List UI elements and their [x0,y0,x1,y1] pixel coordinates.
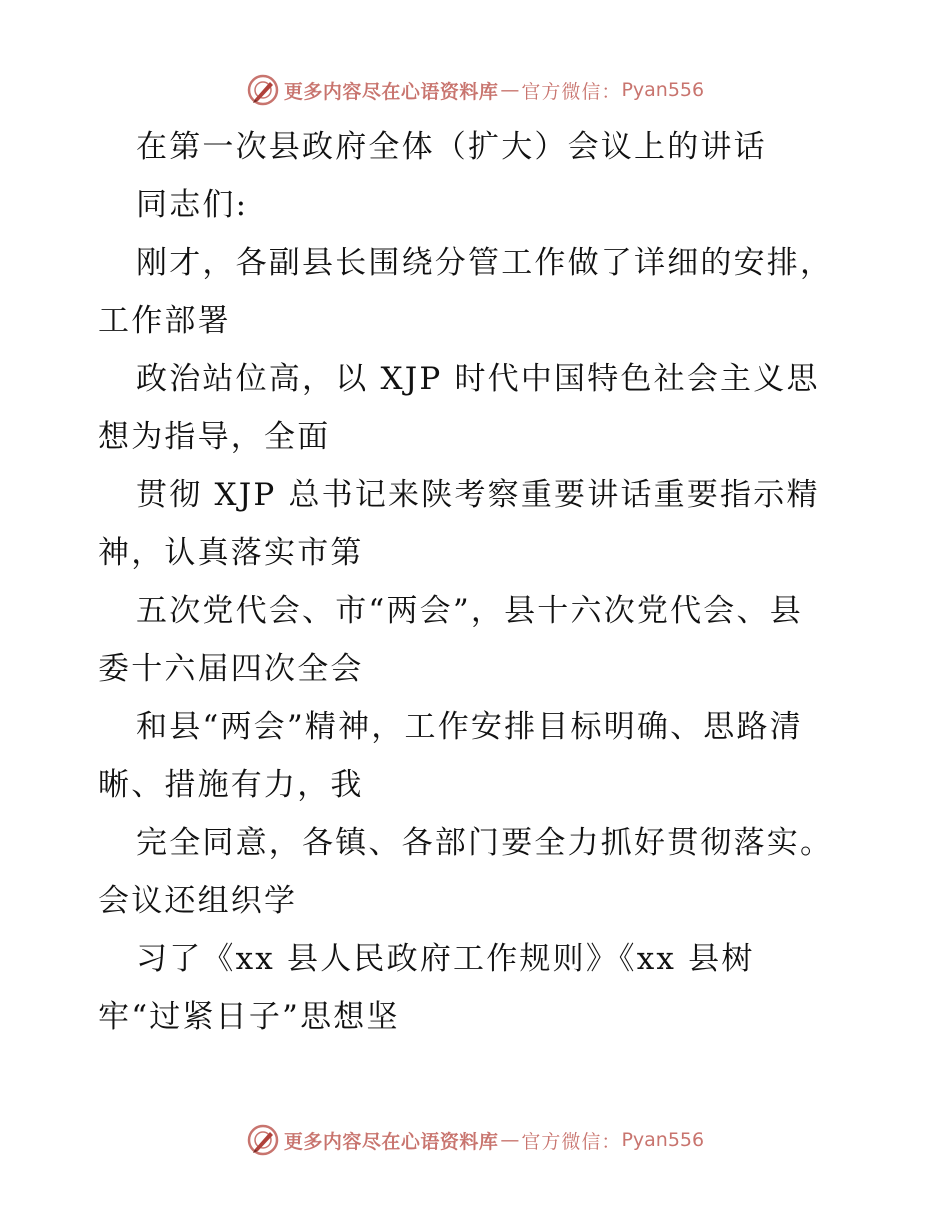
text-line: 同志们: [136,187,249,223]
watermark-wechat-label: 官方微信： [521,80,622,103]
document-body [98,118,858,1046]
text-line: 政治站位高，以 XJP 时代中国特色社会主义思 [136,361,820,397]
watermark-separator: — [500,1129,520,1151]
watermark-wechat-id: Pyan556 [621,79,705,101]
watermark-brand: 更多内容尽在心语资料库 [283,1130,499,1153]
text-line: 五次党代会、市“两会”，县十六次党代会、县 [136,593,803,629]
watermark-brand: 更多内容尽在心语资料库 [283,80,499,103]
text-line: 会议还组织学 [98,883,298,919]
watermark-wechat-id: Pyan556 [621,1129,705,1151]
text-line: 牢“过紧日子”思想坚 [98,999,400,1035]
text-line: 神，认真落实市第 [98,535,364,571]
watermark-separator: — [500,79,520,101]
text-line: 完全同意，各镇、各部门要全力抓好贯彻落实。 [136,825,834,861]
pen-logo-icon [246,1123,280,1157]
watermark-footer [0,1120,950,1160]
text-line: 和县“两会”精神，工作安排目标明确、思路清 [136,709,803,745]
watermark-header [0,70,950,110]
text-line: 晰、措施有力，我 [98,767,364,803]
text-line: 在第一次县政府全体（扩大）会议上的讲话 [136,129,767,165]
watermark-wechat-label: 官方微信： [521,1130,622,1153]
text-line: 委十六届四次全会 [98,651,364,687]
text-line: 想为指导，全面 [98,419,331,455]
text-line: 刚才，各副县长围绕分管工作做了详细的安排， [136,245,834,281]
text-line: 工作部署 [98,303,231,339]
text-line: 贯彻 XJP 总书记来陕考察重要讲话重要指示精 [136,477,820,513]
text-line: 习了《xx 县人民政府工作规则》《xx 县树 [136,941,755,977]
pen-logo-icon [246,73,280,107]
